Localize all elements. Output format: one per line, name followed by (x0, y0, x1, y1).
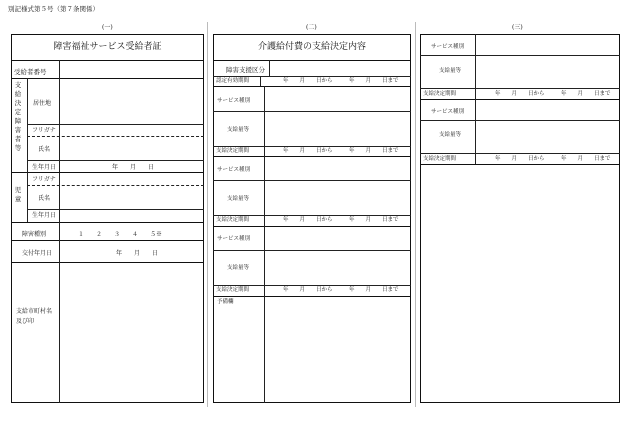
divider (260, 76, 261, 86)
divider (475, 99, 476, 164)
divider (420, 153, 620, 154)
divider (213, 226, 411, 227)
service-type-label: サービス種別 (431, 109, 465, 115)
divider (27, 124, 204, 125)
divider (11, 240, 204, 241)
service-type-label: サービス種別 (217, 167, 251, 173)
supply-amount-label: 支給量等 (227, 196, 250, 202)
disability-type-label: 障害種別 (22, 231, 47, 238)
decision-period-value: 年 月 日から 年 月 日まで (283, 287, 399, 293)
address-label: 居住地 (33, 100, 52, 107)
divider (27, 209, 204, 210)
divider (59, 60, 60, 78)
section-label-2: (二) (306, 24, 317, 31)
cert-period-label: 認定有効期間 (216, 78, 250, 84)
divider (59, 240, 60, 262)
divider (213, 60, 411, 61)
decision-period-label: 支給決定期間 (423, 91, 457, 97)
recipient-number-label: 受給者番号 (14, 68, 47, 76)
divider (27, 185, 204, 186)
decision-period-value: 年 月 日から 年 月 日まで (283, 148, 399, 154)
divider (27, 160, 204, 161)
divider (213, 156, 411, 157)
divider (475, 34, 476, 99)
divider (264, 86, 265, 156)
decision-period-value: 年 月 日から 年 月 日まで (495, 156, 611, 162)
fold-line (415, 22, 416, 407)
name-label: 氏名 (38, 146, 51, 153)
birthdate-label: 生年月日 (32, 164, 57, 171)
decision-period-label: 支給決定期間 (216, 217, 250, 223)
decision-period-value: 年 月 日から 年 月 日まで (495, 91, 611, 97)
supply-amount-label: 支給量等 (227, 127, 250, 133)
divider (269, 60, 270, 76)
divider (420, 120, 620, 121)
cert-period-value: 年 月 日から 年 月 日まで (283, 78, 399, 84)
child-name-label: 氏名 (38, 195, 51, 202)
divider (27, 172, 28, 222)
divider (11, 60, 204, 61)
service-type-label: サービス種別 (217, 236, 251, 242)
divider (59, 78, 60, 222)
divider (213, 285, 411, 286)
decision-period-label: 支給決定期間 (423, 156, 457, 162)
child-birthdate-label: 生年月日 (32, 212, 57, 219)
issue-date-value: 年 月 日 (116, 250, 159, 257)
divider (27, 136, 204, 137)
divider (213, 296, 411, 297)
applicant-group-label: 支 給 決 定 障 害 者 等 (14, 81, 22, 152)
service-type-label: サービス種別 (431, 44, 465, 50)
divider (11, 262, 204, 263)
remarks-label: 予備欄 (217, 299, 234, 305)
section-label-1: (一) (102, 24, 113, 31)
divider (213, 180, 411, 181)
divider (213, 250, 411, 251)
additional-benefit-panel (420, 34, 620, 403)
divider (11, 172, 204, 173)
divider (264, 226, 265, 296)
divider (213, 86, 411, 87)
divider (213, 111, 411, 112)
divider (420, 55, 620, 56)
service-type-label: サービス種別 (217, 98, 251, 104)
section-label-3: (三) (512, 24, 523, 31)
decision-period-label: 支給決定期間 (216, 148, 250, 154)
divider (59, 222, 60, 240)
divider (264, 296, 265, 403)
divider (213, 76, 411, 77)
supply-amount-label: 支給量等 (227, 265, 250, 271)
birthdate-value: 年 月 日 (112, 164, 155, 171)
form-label: 別記様式第５号（第７条関係） (8, 5, 99, 13)
fold-line (207, 22, 208, 407)
divider (213, 146, 411, 147)
decision-period-value: 年 月 日から 年 月 日まで (283, 217, 399, 223)
disability-type-values: １ ２ ３ ４ ５※ (78, 231, 163, 238)
child-group-label: 児 童 (14, 186, 22, 203)
supply-amount-label: 支給量等 (439, 132, 462, 138)
divider (11, 222, 204, 223)
supply-amount-label: 支給量等 (439, 68, 462, 74)
divider (264, 156, 265, 226)
child-furigana-label: フリガナ (32, 176, 56, 183)
care-title: 介護給付費の支給決定内容 (257, 42, 366, 52)
divider (420, 88, 620, 89)
issue-date-label: 交付年月日 (22, 250, 53, 257)
seal-label: 及び印 (16, 318, 35, 325)
municipality-label: 支給市町村名 (16, 308, 53, 315)
furigana-label: フリガナ (32, 127, 56, 134)
card-title: 障害福祉サービス受給者証 (53, 42, 162, 52)
divider (420, 164, 620, 165)
decision-period-label: 支給決定期間 (216, 287, 250, 293)
divider (27, 78, 28, 172)
divider (420, 99, 620, 100)
divider (11, 78, 204, 79)
support-category-label: 障害支援区分 (226, 66, 265, 74)
divider (59, 262, 60, 403)
divider (213, 215, 411, 216)
